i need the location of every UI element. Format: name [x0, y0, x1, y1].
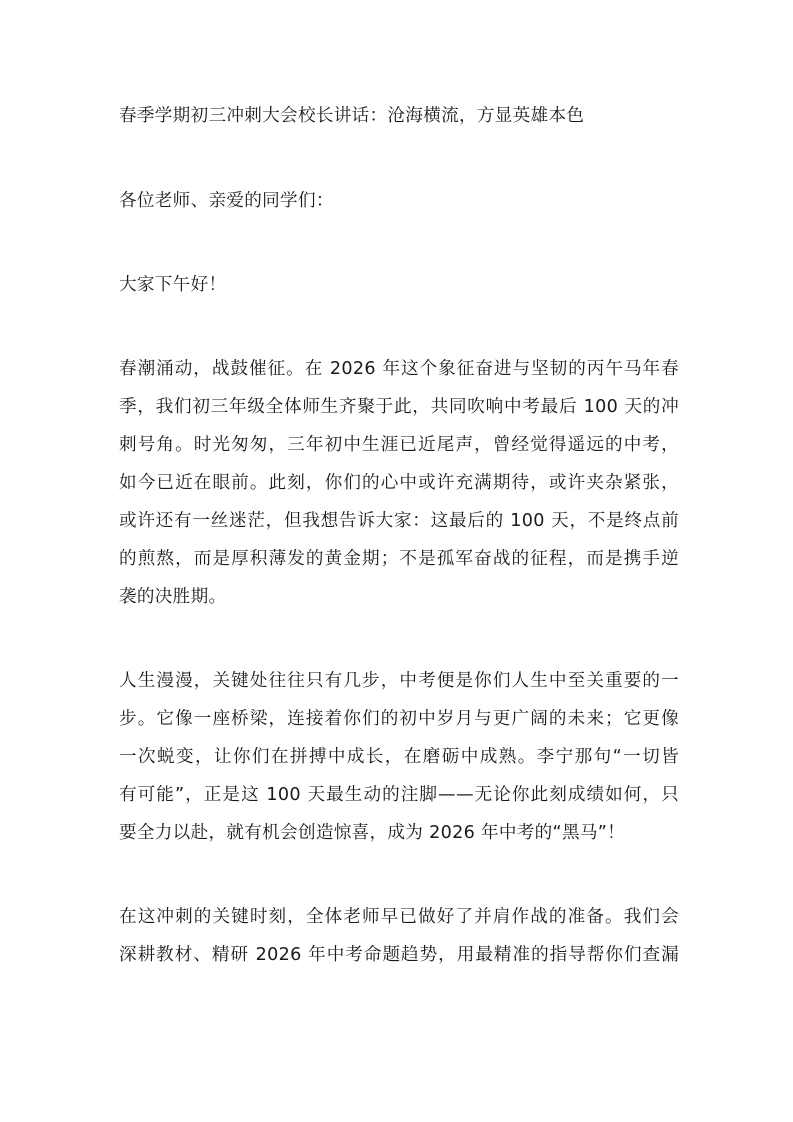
paragraph-1-line-2: 季，我们初三年级全体师生齐聚于此，共同吹响中考最后 100 天的冲	[119, 397, 679, 417]
salutation: 各位老师、亲爱的同学们：	[119, 191, 334, 211]
paragraph-2-line-3: 一次蜕变，让你们在拼搏中成长，在磨砺中成熟。李宁那句“一切皆	[119, 747, 679, 767]
paragraph-2-line-1: 人生漫漫，关键处往往只有几步，中考便是你们人生中至关重要的一	[119, 671, 679, 691]
paragraph-2-line-2: 步。它像一座桥梁，连接着你们的初中岁月与更广阔的未来；它更像	[119, 709, 679, 729]
greeting: 大家下午好！	[119, 275, 227, 295]
paragraph-2-line-5: 要全力以赴，就有机会创造惊喜，成为 2026 年中考的“黑马”！	[119, 823, 626, 843]
paragraph-1-line-6: 的煎熬，而是厚积薄发的黄金期；不是孤军奋战的征程，而是携手逆	[119, 549, 679, 569]
paragraph-2-line-4: 有可能”，正是这 100 天最生动的注脚——无论你此刻成绩如何，只	[119, 785, 679, 805]
paragraph-1-line-7: 袭的决胜期。	[119, 587, 227, 607]
document-title: 春季学期初三冲刺大会校长讲话：沧海横流，方显英雄本色	[119, 106, 585, 126]
paragraph-1-line-5: 或许还有一丝迷茫，但我想告诉大家：这最后的 100 天，不是终点前	[119, 511, 679, 531]
paragraph-3-line-2: 深耕教材、精研 2026 年中考命题趋势，用最精准的指导帮你们查漏	[119, 945, 679, 965]
paragraph-1-line-4: 如今已近在眼前。此刻，你们的心中或许充满期待，或许夹杂紧张，	[119, 473, 679, 493]
paragraph-1-line-1: 春潮涌动，战鼓催征。在 2026 年这个象征奋进与坚韧的丙午马年春	[119, 359, 679, 379]
paragraph-3-line-1: 在这冲刺的关键时刻，全体老师早已做好了并肩作战的准备。我们会	[119, 907, 679, 927]
paragraph-1-line-3: 刺号角。时光匆匆，三年初中生涯已近尾声，曾经觉得遥远的中考，	[119, 435, 679, 455]
